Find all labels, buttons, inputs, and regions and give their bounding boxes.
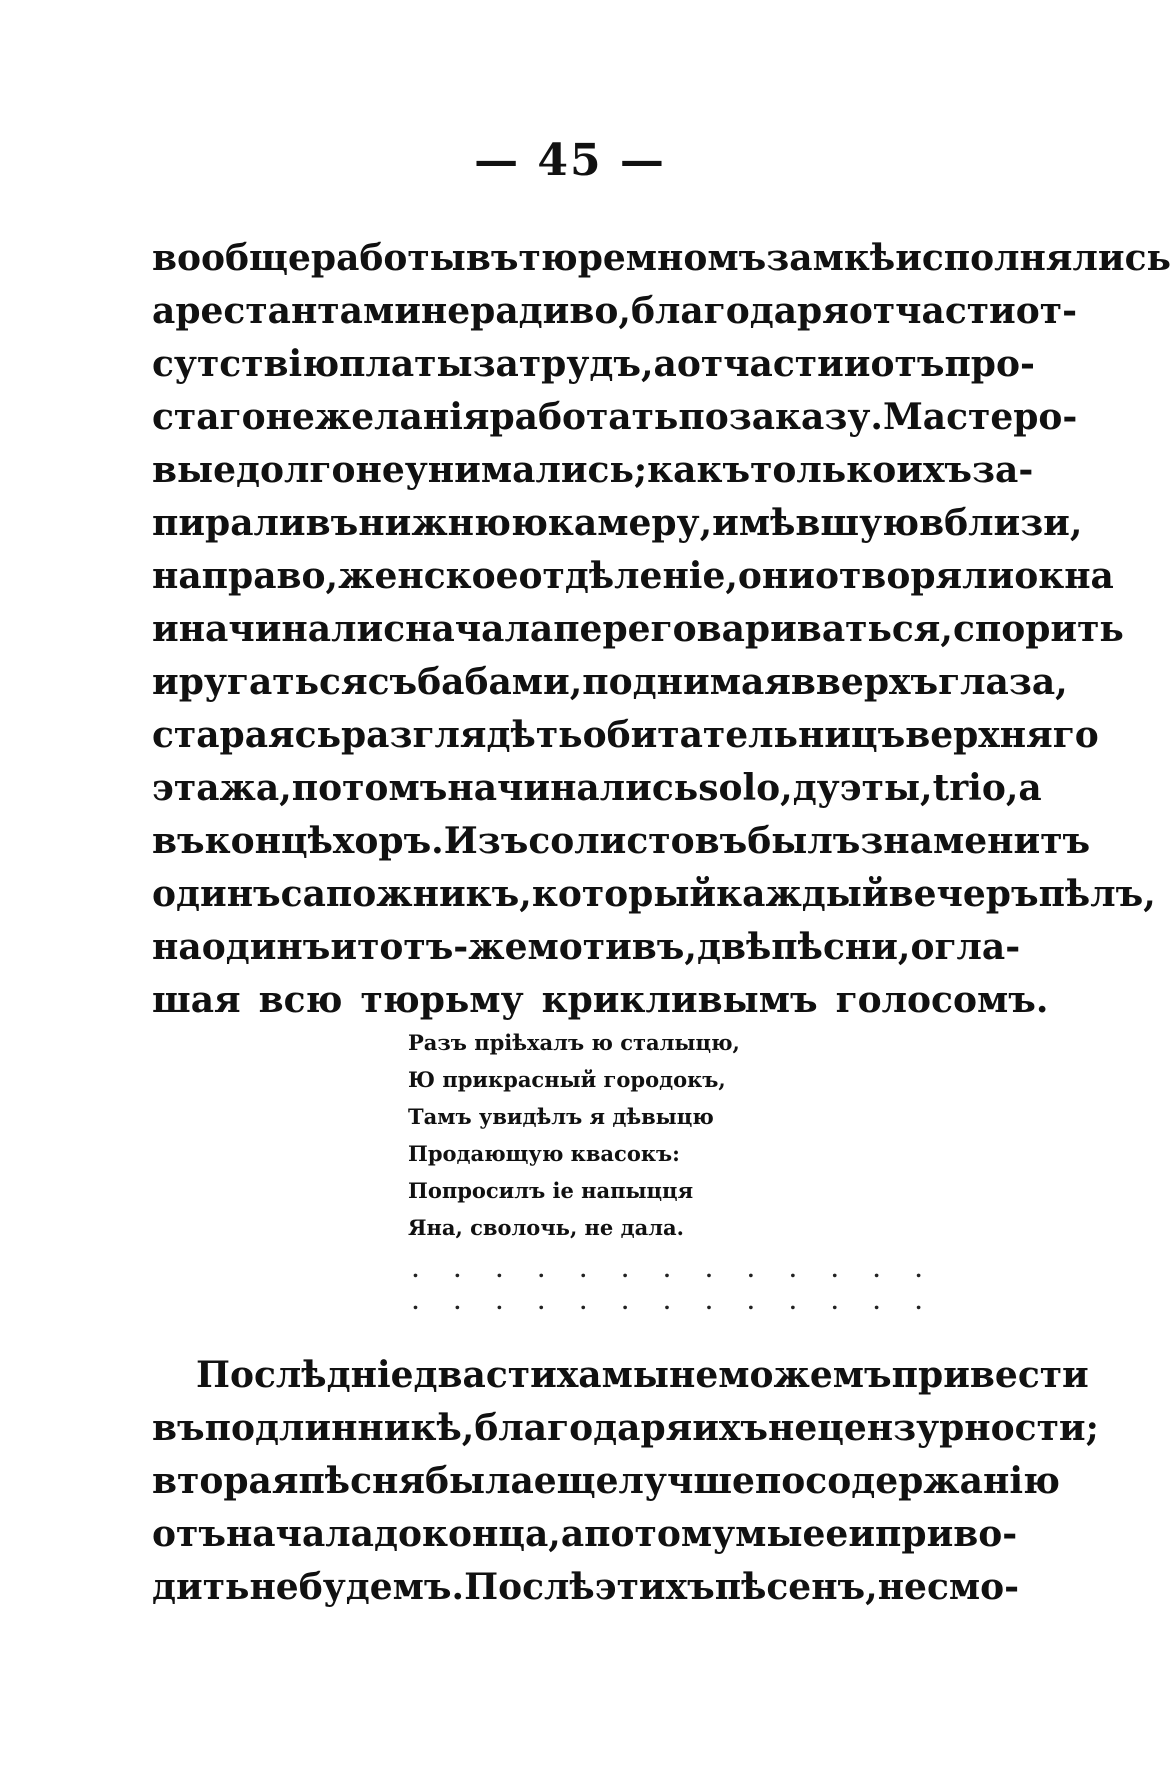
word: арестантами [152,290,421,332]
text-line [152,709,1099,762]
text-line [152,232,1171,285]
word: начала [225,1513,374,1555]
word: солистовъ [528,820,748,862]
word: въ [465,237,519,279]
word: одинъ [152,873,281,915]
word: исполнялись [895,237,1171,279]
word: тотъ-же [357,926,528,968]
word: хоръ. [332,820,444,862]
word: trio, [932,767,1019,809]
word: каждый [716,873,889,915]
text-line [152,1508,1018,1561]
word: конца, [422,1513,561,1555]
word: тюрьму [360,979,524,1021]
word: solo, [698,767,793,809]
word: вые [152,449,237,491]
word: долго [236,449,356,491]
page-number: — 45 — [474,135,666,186]
word: всю [258,979,343,1021]
text-line [152,1349,1089,1402]
word: пѣлъ, [1038,873,1156,915]
word: концѣ [204,820,333,862]
word: ругаться [178,661,368,703]
word: потомъ [291,767,448,809]
poem-verse: Тамъ увидѣлъ я дѣвыцю [408,1104,714,1129]
word: который [531,873,717,915]
poem-verse: Попросилъ іе напыцця [408,1178,694,1203]
word: направо, [152,555,339,597]
word: пѣсня [298,1460,425,1502]
word: от- [1015,290,1078,332]
word: сначала [383,608,554,650]
word: Послѣ [464,1566,595,1608]
word: два [413,1354,486,1396]
paragraph-1 [152,232,1171,1027]
word: нижнюю [358,502,548,544]
word: мы [601,1354,669,1396]
word: за- [972,449,1034,491]
word: стаго [152,396,266,438]
word: глаза, [938,661,1068,703]
word: переговариваться, [553,608,953,650]
word: трудъ, [518,343,654,385]
word: окна [1014,555,1114,597]
word: не [877,1566,927,1608]
word: знаменитъ [860,820,1091,862]
poem-verse: Продающую квасокъ: [408,1141,680,1166]
text-line [152,762,1042,815]
word: работы [310,237,466,279]
paragraph-2 [152,1349,1099,1614]
word: и [843,343,871,385]
word: стараясь [152,714,341,756]
word: тюремномъ [518,237,767,279]
word: пѣсенъ, [714,1566,878,1608]
word: подлинникѣ, [204,1407,475,1449]
text-line [152,1455,1060,1508]
word: не [668,1354,719,1396]
text-line [152,815,1091,868]
word: была [424,1460,534,1502]
word: этихъ [594,1566,715,1608]
word: отъ [870,343,945,385]
word: отчасти [848,290,1016,332]
poem-verse: Разъ пріѣхалъ ю сталыцю, [408,1030,740,1055]
word: поднимая [582,661,791,703]
word: одинъ [201,926,331,968]
word: отчасти [676,343,844,385]
word: сапожникъ, [280,873,532,915]
text-line [152,338,1035,391]
text-line [152,868,1156,921]
poem-block [408,1024,768,1246]
word: по [754,1460,806,1502]
word: приво- [875,1513,1018,1555]
word: будемъ. [298,1566,465,1608]
text-line [152,603,1124,656]
word: Послѣдніе [196,1354,414,1396]
word: и [848,1513,876,1555]
text-line [152,391,1078,444]
word: только [750,449,897,491]
word: разглядѣть [341,714,583,756]
word: отворяли [814,555,1015,597]
word: платы [339,343,473,385]
word: Изъ [443,820,529,862]
word: дить [152,1566,250,1608]
text-line [152,921,1021,974]
word: вечеръ [888,873,1039,915]
word: до [374,1513,423,1555]
omission-dots: . . . . . . . . . . . . . [412,1258,937,1282]
word: а [653,343,677,385]
text-line [152,497,1083,550]
text-line [152,550,1114,603]
word: можемъ [718,1354,892,1396]
omission-dots: . . . . . . . . . . . . . [412,1290,937,1314]
word: унимались; [404,449,648,491]
text-line [152,656,1068,709]
word: нерадиво, [420,290,631,332]
word: благодаря [630,290,849,332]
word: отъ [152,1513,226,1555]
word: этажа, [152,767,292,809]
word: вторая [152,1460,299,1502]
word: шая [152,979,241,1021]
text-line [152,285,1078,338]
word: ее [802,1513,849,1555]
word: начинались [447,767,699,809]
text-line [152,974,1049,1027]
word: потому [584,1513,736,1555]
word: ихъ [692,1407,768,1449]
word: бабами, [417,661,583,703]
word: ихъ [896,449,973,491]
word: содержанію [805,1460,1060,1502]
word: камеру, [547,502,713,544]
word: лучше [618,1460,755,1502]
word: мотивъ, [527,926,697,968]
word: и [152,661,179,703]
text-line [152,1561,1020,1614]
word: огла- [910,926,1021,968]
word: спорить [952,608,1124,650]
word: крикливымъ [541,979,818,1021]
word: не [355,449,405,491]
word: отдѣленіе, [518,555,738,597]
word: привести [891,1354,1089,1396]
word: голосомъ. [835,979,1049,1021]
word: женское [338,555,519,597]
word: стиха [485,1354,602,1396]
word: пѣсни, [771,926,911,968]
word: сутствію [152,343,340,385]
word: про- [944,343,1035,385]
word: заказу. [728,396,883,438]
word: вверхъ [790,661,939,703]
text-line [152,1402,1099,1455]
word: и [330,926,358,968]
word: они [737,555,815,597]
word: пирали [152,502,306,544]
word: съ [367,661,418,703]
word: въ [305,502,359,544]
word: а [560,1513,585,1555]
poem-verse: Ю прикрасный городокъ, [408,1067,726,1092]
word: нежеланія [265,396,490,438]
word: въ [152,1407,205,1449]
word: благодаря [474,1407,693,1449]
word: работать [489,396,679,438]
word: двѣ [696,926,772,968]
word: верхняго [905,714,1099,756]
word: нецензурности; [768,1407,1099,1449]
word: смо- [926,1566,1020,1608]
word: дуэты, [792,767,933,809]
word: имѣвшую [712,502,920,544]
word: какъ [647,449,751,491]
word: вообще [152,237,311,279]
word: по [678,396,729,438]
word: мы [735,1513,803,1555]
word: и [152,608,179,650]
word: обитательницъ [582,714,906,756]
text-line [152,444,1034,497]
word: въ [152,820,205,862]
word: еще [533,1460,619,1502]
word: вблизи, [919,502,1083,544]
poem-verse: Яна, сволочь, не дала. [408,1215,684,1240]
word: не [249,1566,299,1608]
word: замкѣ [766,237,896,279]
word: Мастеро- [882,396,1078,438]
word: былъ [747,820,861,862]
word: начинали [178,608,384,650]
word: за [472,343,519,385]
word: на [152,926,202,968]
word: а [1018,767,1042,809]
